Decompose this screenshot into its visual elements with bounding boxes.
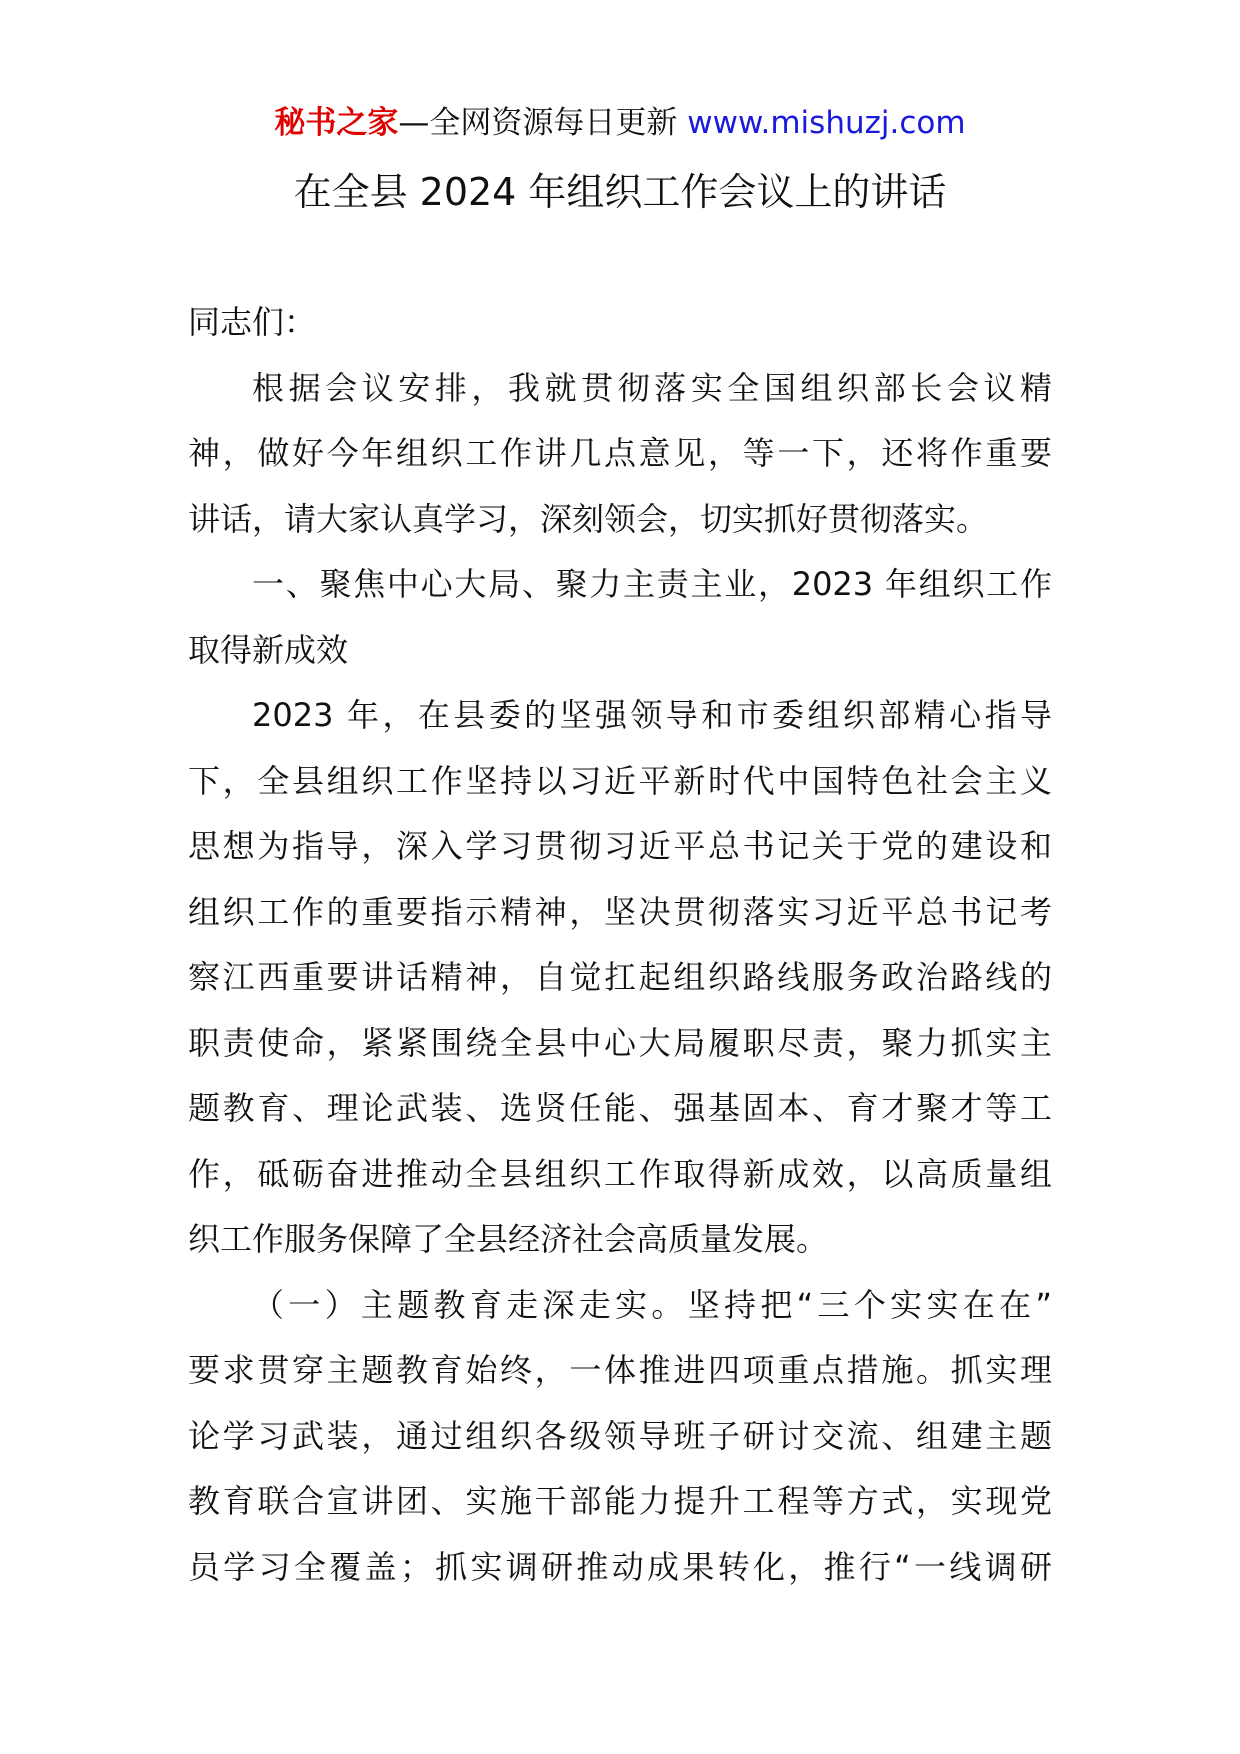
salutation: 同志们： [188, 303, 317, 341]
paragraph-line: 思想为指导，深入学习贯彻习近平总书记关于党的建设和 [188, 827, 1052, 865]
paragraph-line: 题教育、理论武装、选贤任能、强基固本、育才聚才等工 [188, 1089, 1052, 1127]
paragraph-line: 讲话，请大家认真学习，深刻领会，切实抓好贯彻落实。 [188, 499, 989, 538]
paragraph-line: 职责使命，紧紧围绕全县中心大局履职尽责，聚力抓实主 [188, 1023, 1052, 1062]
brand-name: 秘书之家 [274, 105, 399, 141]
paragraph-line: 神，做好今年组织工作讲几点意见，等一下，还将作重要 [188, 434, 1052, 472]
paragraph-line: 员学习全覆盖；抓实调研推动成果转化，推行“一线调研 [188, 1547, 1052, 1586]
paragraph-line: 织工作服务保障了全县经济社会高质量发展。 [188, 1220, 829, 1258]
document-body [188, 290, 1052, 1600]
paragraph-line: 要求贯穿主题教育始终，一体推进四项重点措施。抓实理 [188, 1351, 1052, 1389]
site-url[interactable]: www.mishuzj.com [687, 105, 966, 141]
paragraph-line: 根据会议安排，我就贯彻落实全国组织部长会议精 [252, 368, 1052, 407]
paragraph-line: 论学习武装，通过组织各级领导班子研讨交流、组建主题 [188, 1416, 1052, 1455]
paragraph-line: 作，砥砺奋进推动全县组织工作取得新成效，以高质量组 [188, 1154, 1052, 1193]
paragraph-line: 组织工作的重要指示精神，坚决贯彻落实习近平总书记考 [188, 892, 1052, 931]
paragraph-line: 教育联合宣讲团、实施干部能力提升工程等方式，实现党 [188, 1482, 1052, 1520]
paragraph-line: 下，全县组织工作坚持以习近平新时代中国特色社会主义 [188, 761, 1052, 800]
section-heading-line: 取得新成效 [188, 630, 349, 669]
section-heading-line: 一、聚焦中心大局、聚力主责主业，2023 年组织工作 [252, 565, 1052, 603]
paragraph-line: 察江西重要讲话精神，自觉扛起组织路线服务政治路线的 [188, 958, 1052, 996]
header-tagline: —全网资源每日更新 [398, 105, 688, 141]
paragraph-line: （一）主题教育走深走实。坚持把“三个实实在在” [252, 1285, 1052, 1324]
site-header [0, 100, 1240, 146]
document-title: 在全县 2024 年组织工作会议上的讲话 [293, 170, 947, 214]
paragraph-line: 2023 年，在县委的坚强领导和市委组织部精心指导 [252, 696, 1052, 734]
